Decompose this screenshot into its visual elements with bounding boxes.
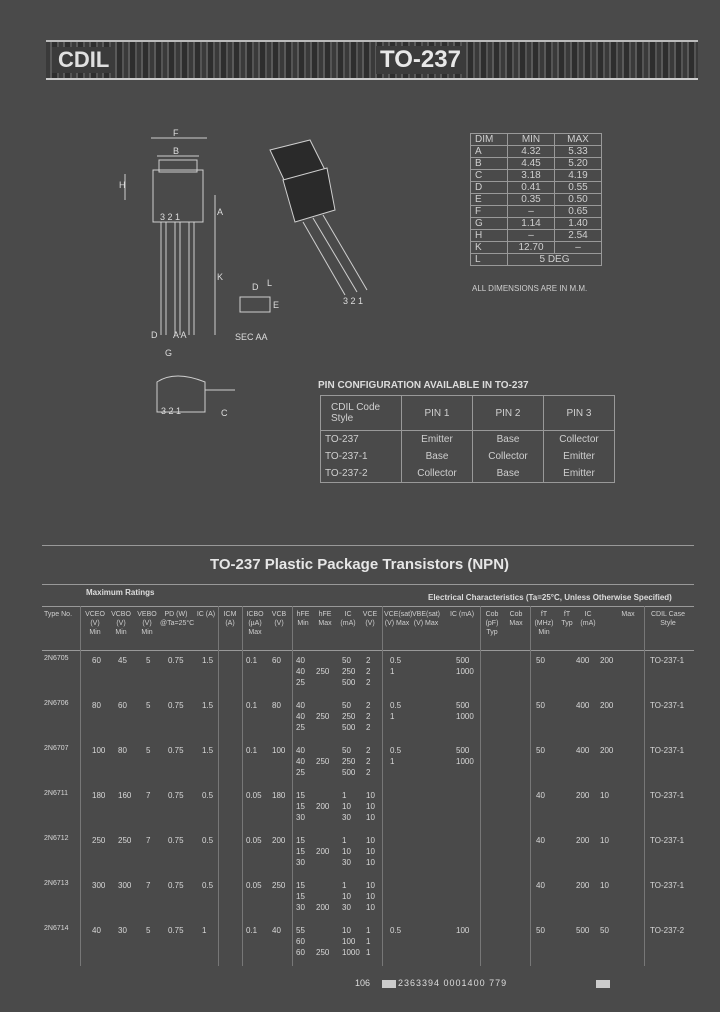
- section-title: TO-237 Plastic Package Transistors (NPN): [210, 556, 510, 573]
- row-2N6707-vcesat-0: 0.5: [390, 746, 402, 755]
- row-2N6707-hfe-max-1: 250: [316, 757, 330, 766]
- dim-label-l: L: [267, 278, 273, 288]
- row-2N6713-type: 2N6713: [44, 880, 69, 887]
- row-2N6707-sat-ic-1: 1000: [456, 757, 474, 766]
- row-2N6707-vcb: 100: [272, 746, 286, 755]
- row-2N6705-hfe-min-0: 40: [296, 656, 305, 665]
- package-title: TO-237: [376, 46, 465, 74]
- dimension-table: DIM MIN MAX A 4.32 5.33 B 4.45 5.20 C 3.18 4.19 D 0.41 0.55 E 0.35 0.50 F – 0.65 G 1.14 1.40 H – 2.54 K 12.70 – L 5 DEG: [470, 133, 602, 266]
- row-2N6706-hfe-min-2: 25: [296, 723, 305, 732]
- header-banner: [46, 40, 698, 80]
- row-2N6713-ft_ic: 200: [576, 881, 590, 890]
- row-2N6712-vebo: 7: [146, 836, 151, 845]
- row-2N6713-hfe-min-1: 15: [296, 892, 305, 901]
- row-2N6705-case: TO-237-1: [650, 656, 685, 665]
- row-2N6712-vceo: 250: [92, 836, 106, 845]
- row-2N6713-hfe-max-2: 200: [316, 903, 330, 912]
- row-2N6711-vceo: 180: [92, 791, 106, 800]
- row-2N6706-ft_min: 50: [536, 701, 545, 710]
- row-2N6706-vebo: 5: [146, 701, 151, 710]
- row-2N6714-type: 2N6714: [44, 925, 69, 932]
- row-2N6706-hfe-ic-1: 250: [342, 712, 356, 721]
- row-2N6706-hfe-min-1: 40: [296, 712, 305, 721]
- row-2N6706-vcesat-0: 0.5: [390, 701, 402, 710]
- row-2N6712-type: 2N6712: [44, 835, 69, 842]
- row-2N6714-hfe-vce-1: 1: [366, 937, 371, 946]
- row-2N6712-ft_min: 40: [536, 836, 545, 845]
- row-2N6712-hfe-min-1: 15: [296, 847, 305, 856]
- row-2N6706-hfe-max-1: 250: [316, 712, 330, 721]
- row-2N6714-sat-ic-0: 100: [456, 926, 470, 935]
- row-2N6711-vcbo: 160: [118, 791, 132, 800]
- row-2N6706-vcesat-1: 1: [390, 712, 395, 721]
- row-2N6707-hfe-ic-2: 500: [342, 768, 356, 777]
- row-2N6714-vcesat-0: 0.5: [390, 926, 402, 935]
- row-2N6713-hfe-vce-1: 10: [366, 892, 375, 901]
- row-2N6714-hfe-ic-2: 1000: [342, 948, 360, 957]
- pin-numbers-iso: 3 2 1: [343, 296, 364, 306]
- row-2N6705-hfe-vce-0: 2: [366, 656, 371, 665]
- dimension-note: ALL DIMENSIONS ARE IN M.M.: [472, 284, 588, 293]
- row-2N6707-vceo: 100: [92, 746, 106, 755]
- dim-label-e: E: [273, 300, 280, 310]
- row-2N6714-hfe-min-1: 60: [296, 937, 305, 946]
- row-2N6714-ic: 1: [202, 926, 207, 935]
- row-2N6705-hfe-min-1: 40: [296, 667, 305, 676]
- section-label: SEC AA: [235, 332, 268, 342]
- row-2N6713-ft_min: 40: [536, 881, 545, 890]
- row-2N6713-icbo: 0.05: [246, 881, 262, 890]
- max-ratings-label: Maximum Ratings: [86, 588, 155, 597]
- row-2N6707-hfe-min-2: 25: [296, 768, 305, 777]
- row-2N6706-vceo: 80: [92, 701, 101, 710]
- row-2N6712-ft_ic: 200: [576, 836, 590, 845]
- row-2N6714-hfe-vce-0: 1: [366, 926, 371, 935]
- row-2N6706-hfe-ic-2: 500: [342, 723, 356, 732]
- row-2N6711-ft_min: 40: [536, 791, 545, 800]
- dim-label-b: B: [173, 146, 180, 156]
- row-2N6713-case: TO-237-1: [650, 881, 685, 890]
- row-2N6707-ft_max: 200: [600, 746, 614, 755]
- row-2N6713-hfe-min-2: 30: [296, 903, 305, 912]
- row-2N6705-sat-ic-0: 500: [456, 656, 470, 665]
- row-2N6711-hfe-min-1: 15: [296, 802, 305, 811]
- row-2N6714-vcb: 40: [272, 926, 281, 935]
- col-cob-max: Cob Max: [509, 611, 523, 627]
- row-2N6707-sat-ic-0: 500: [456, 746, 470, 755]
- row-2N6712-vcb: 200: [272, 836, 286, 845]
- row-2N6707-icbo: 0.1: [246, 746, 258, 755]
- row-2N6713-hfe-ic-0: 1: [342, 881, 347, 890]
- col-vceo: VCEO (V) Min: [85, 611, 105, 636]
- lot-code: 2363394 0001400 779: [398, 978, 508, 988]
- row-2N6712-case: TO-237-1: [650, 836, 685, 845]
- row-2N6705-vcesat-1: 1: [390, 667, 395, 676]
- row-2N6711-ft_max: 10: [600, 791, 609, 800]
- row-2N6706-case: TO-237-1: [650, 701, 685, 710]
- col-case: CDIL Case Style: [651, 611, 685, 627]
- row-2N6707-case: TO-237-1: [650, 746, 685, 755]
- col-ft-max: Max: [621, 611, 635, 618]
- row-2N6713-ft_max: 10: [600, 881, 609, 890]
- row-2N6705-vebo: 5: [146, 656, 151, 665]
- row-2N6711-hfe-ic-1: 10: [342, 802, 351, 811]
- dim-label-f: F: [173, 128, 179, 138]
- row-2N6712-hfe-min-2: 30: [296, 858, 305, 867]
- row-2N6707-hfe-ic-0: 50: [342, 746, 351, 755]
- row-2N6707-hfe-vce-1: 2: [366, 757, 371, 766]
- row-2N6714-pd: 0.75: [168, 926, 184, 935]
- row-2N6705-hfe-min-2: 25: [296, 678, 305, 687]
- row-2N6711-hfe-vce-0: 10: [366, 791, 375, 800]
- row-2N6706-ft_max: 200: [600, 701, 614, 710]
- col-sat-ic: IC (mA): [449, 611, 475, 618]
- row-2N6705-icbo: 0.1: [246, 656, 258, 665]
- row-2N6712-hfe-ic-0: 1: [342, 836, 347, 845]
- row-2N6706-ft_ic: 400: [576, 701, 590, 710]
- dim-label-h: H: [119, 180, 126, 190]
- col-hfe-max: hFE Max: [318, 611, 332, 627]
- row-2N6711-pd: 0.75: [168, 791, 184, 800]
- row-2N6714-hfe-min-2: 60: [296, 948, 305, 957]
- dim-label-d2: D: [252, 282, 259, 292]
- row-2N6706-pd: 0.75: [168, 701, 184, 710]
- col-hfe-ic: IC (mA): [340, 611, 356, 627]
- row-2N6713-ic: 0.5: [202, 881, 214, 890]
- col-ft-min: fT (MHz) Min: [534, 611, 554, 636]
- row-2N6706-hfe-vce-0: 2: [366, 701, 371, 710]
- row-2N6706-sat-ic-0: 500: [456, 701, 470, 710]
- page-number: 106: [355, 978, 371, 988]
- row-2N6712-hfe-max-1: 200: [316, 847, 330, 856]
- row-2N6705-hfe-ic-1: 250: [342, 667, 356, 676]
- row-2N6706-sat-ic-1: 1000: [456, 712, 474, 721]
- row-2N6712-ic: 0.5: [202, 836, 214, 845]
- row-2N6707-hfe-ic-1: 250: [342, 757, 356, 766]
- col-type: Type No.: [44, 611, 73, 618]
- row-2N6707-type: 2N6707: [44, 745, 69, 752]
- row-2N6705-hfe-max-1: 250: [316, 667, 330, 676]
- row-2N6713-hfe-vce-2: 10: [366, 903, 375, 912]
- row-2N6712-hfe-ic-2: 30: [342, 858, 351, 867]
- row-2N6713-hfe-ic-2: 30: [342, 903, 351, 912]
- row-2N6707-ic: 1.5: [202, 746, 214, 755]
- row-2N6711-ft_ic: 200: [576, 791, 590, 800]
- row-2N6705-hfe-ic-0: 50: [342, 656, 351, 665]
- col-ft-ic: IC (mA): [580, 611, 596, 627]
- electrical-label: Electrical Characteristics (Ta=25°C, Unless Otherwise Specified): [428, 593, 672, 602]
- row-2N6707-vebo: 5: [146, 746, 151, 755]
- row-2N6713-hfe-min-0: 15: [296, 881, 305, 890]
- row-2N6712-pd: 0.75: [168, 836, 184, 845]
- row-2N6707-hfe-min-0: 40: [296, 746, 305, 755]
- brand-logo: CDIL: [52, 47, 115, 73]
- row-2N6712-ft_max: 10: [600, 836, 609, 845]
- row-2N6707-vcbo: 80: [118, 746, 127, 755]
- dim-label-k: K: [217, 272, 224, 282]
- dim-label-g: G: [165, 348, 173, 358]
- row-2N6714-icbo: 0.1: [246, 926, 258, 935]
- row-2N6713-vcbo: 300: [118, 881, 132, 890]
- col-ft-typ: fT Typ: [561, 611, 573, 627]
- row-2N6707-hfe-min-1: 40: [296, 757, 305, 766]
- row-2N6706-ic: 1.5: [202, 701, 214, 710]
- row-2N6707-vcesat-1: 1: [390, 757, 395, 766]
- row-2N6714-case: TO-237-2: [650, 926, 685, 935]
- row-2N6712-hfe-vce-1: 10: [366, 847, 375, 856]
- col-vcb: VCB (V): [271, 611, 287, 627]
- row-2N6707-hfe-vce-0: 2: [366, 746, 371, 755]
- pin-numbers-bottom: 3 2 1: [161, 406, 182, 416]
- row-2N6705-vcbo: 45: [118, 656, 127, 665]
- col-vbesat: VBE(sat) (V) Max: [412, 611, 441, 627]
- row-2N6705-pd: 0.75: [168, 656, 184, 665]
- row-2N6706-icbo: 0.1: [246, 701, 258, 710]
- row-2N6712-hfe-min-0: 15: [296, 836, 305, 845]
- col-pd: PD (W) @Ta=25°C: [160, 611, 195, 627]
- dim-label-a: A: [217, 207, 224, 217]
- row-2N6706-vcbo: 60: [118, 701, 127, 710]
- row-2N6714-vcbo: 30: [118, 926, 127, 935]
- pin-numbers-front: 3 2 1: [160, 212, 181, 222]
- row-2N6712-vcbo: 250: [118, 836, 132, 845]
- row-2N6711-hfe-min-2: 30: [296, 813, 305, 822]
- row-2N6706-hfe-vce-1: 2: [366, 712, 371, 721]
- row-2N6705-hfe-vce-1: 2: [366, 667, 371, 676]
- row-2N6711-vebo: 7: [146, 791, 151, 800]
- row-2N6711-hfe-vce-2: 10: [366, 813, 375, 822]
- row-2N6711-ic: 0.5: [202, 791, 214, 800]
- row-2N6705-hfe-ic-2: 500: [342, 678, 356, 687]
- row-2N6705-ft_ic: 400: [576, 656, 590, 665]
- row-2N6714-hfe-max-2: 250: [316, 948, 330, 957]
- section-marker: A A: [173, 330, 187, 340]
- row-2N6713-vebo: 7: [146, 881, 151, 890]
- row-2N6705-vcesat-0: 0.5: [390, 656, 402, 665]
- col-hfe-vce: VCE (V): [362, 611, 378, 627]
- row-2N6711-type: 2N6711: [44, 790, 69, 797]
- col-cob-typ: Cob (pF) Typ: [485, 611, 499, 636]
- row-2N6714-ft_min: 50: [536, 926, 545, 935]
- row-2N6706-hfe-ic-0: 50: [342, 701, 351, 710]
- row-2N6712-icbo: 0.05: [246, 836, 262, 845]
- row-2N6711-hfe-ic-0: 1: [342, 791, 347, 800]
- row-2N6714-hfe-ic-1: 100: [342, 937, 356, 946]
- row-2N6711-hfe-max-1: 200: [316, 802, 330, 811]
- row-2N6706-hfe-min-0: 40: [296, 701, 305, 710]
- row-2N6713-hfe-ic-1: 10: [342, 892, 351, 901]
- col-vcesat: VCE(sat) (V) Max: [384, 611, 413, 627]
- row-2N6711-hfe-min-0: 15: [296, 791, 305, 800]
- row-2N6714-ft_ic: 500: [576, 926, 590, 935]
- row-2N6705-type: 2N6705: [44, 655, 69, 662]
- row-2N6714-hfe-ic-0: 10: [342, 926, 351, 935]
- col-ic: IC (A): [196, 611, 216, 618]
- col-icm: ICM (A): [223, 611, 237, 627]
- row-2N6706-vcb: 80: [272, 701, 281, 710]
- row-2N6714-ft_max: 50: [600, 926, 609, 935]
- row-2N6706-type: 2N6706: [44, 700, 69, 707]
- row-2N6711-icbo: 0.05: [246, 791, 262, 800]
- dim-label-d: D: [151, 330, 158, 340]
- row-2N6707-ft_ic: 400: [576, 746, 590, 755]
- row-2N6712-hfe-ic-1: 10: [342, 847, 351, 856]
- row-2N6714-hfe-min-0: 55: [296, 926, 305, 935]
- row-2N6705-ft_max: 200: [600, 656, 614, 665]
- row-2N6711-hfe-vce-1: 10: [366, 802, 375, 811]
- row-2N6705-vceo: 60: [92, 656, 101, 665]
- row-2N6712-hfe-vce-0: 10: [366, 836, 375, 845]
- row-2N6706-hfe-vce-2: 2: [366, 723, 371, 732]
- col-icbo: ICBO (µA) Max: [246, 611, 264, 636]
- row-2N6711-case: TO-237-1: [650, 791, 685, 800]
- package-drawing: [95, 120, 395, 440]
- dim-label-c: C: [221, 408, 228, 418]
- row-2N6705-ft_min: 50: [536, 656, 545, 665]
- col-vcbo: VCBO (V) Min: [111, 611, 131, 636]
- row-2N6707-ft_min: 50: [536, 746, 545, 755]
- row-2N6714-vebo: 5: [146, 926, 151, 935]
- col-hfe-min: hFE Min: [296, 611, 310, 627]
- row-2N6705-vcb: 60: [272, 656, 281, 665]
- row-2N6711-vcb: 180: [272, 791, 286, 800]
- row-2N6711-hfe-ic-2: 30: [342, 813, 351, 822]
- col-vebo: VEBO (V) Min: [137, 611, 157, 636]
- row-2N6707-pd: 0.75: [168, 746, 184, 755]
- pin-config-table: CDIL Code Style PIN 1 PIN 2 PIN 3 TO-237 Emitter Base Collector TO-237-1 Base Collector Emitter TO-237-2 Collector Base Emitter: [320, 395, 615, 483]
- row-2N6713-vceo: 300: [92, 881, 106, 890]
- row-2N6712-hfe-vce-2: 10: [366, 858, 375, 867]
- row-2N6713-pd: 0.75: [168, 881, 184, 890]
- pin-config-title: PIN CONFIGURATION AVAILABLE IN TO-237: [318, 380, 529, 391]
- row-2N6714-vceo: 40: [92, 926, 101, 935]
- row-2N6714-hfe-vce-2: 1: [366, 948, 371, 957]
- row-2N6713-hfe-vce-0: 10: [366, 881, 375, 890]
- row-2N6705-hfe-vce-2: 2: [366, 678, 371, 687]
- row-2N6707-hfe-vce-2: 2: [366, 768, 371, 777]
- row-2N6705-ic: 1.5: [202, 656, 214, 665]
- row-2N6713-vcb: 250: [272, 881, 286, 890]
- row-2N6705-sat-ic-1: 1000: [456, 667, 474, 676]
